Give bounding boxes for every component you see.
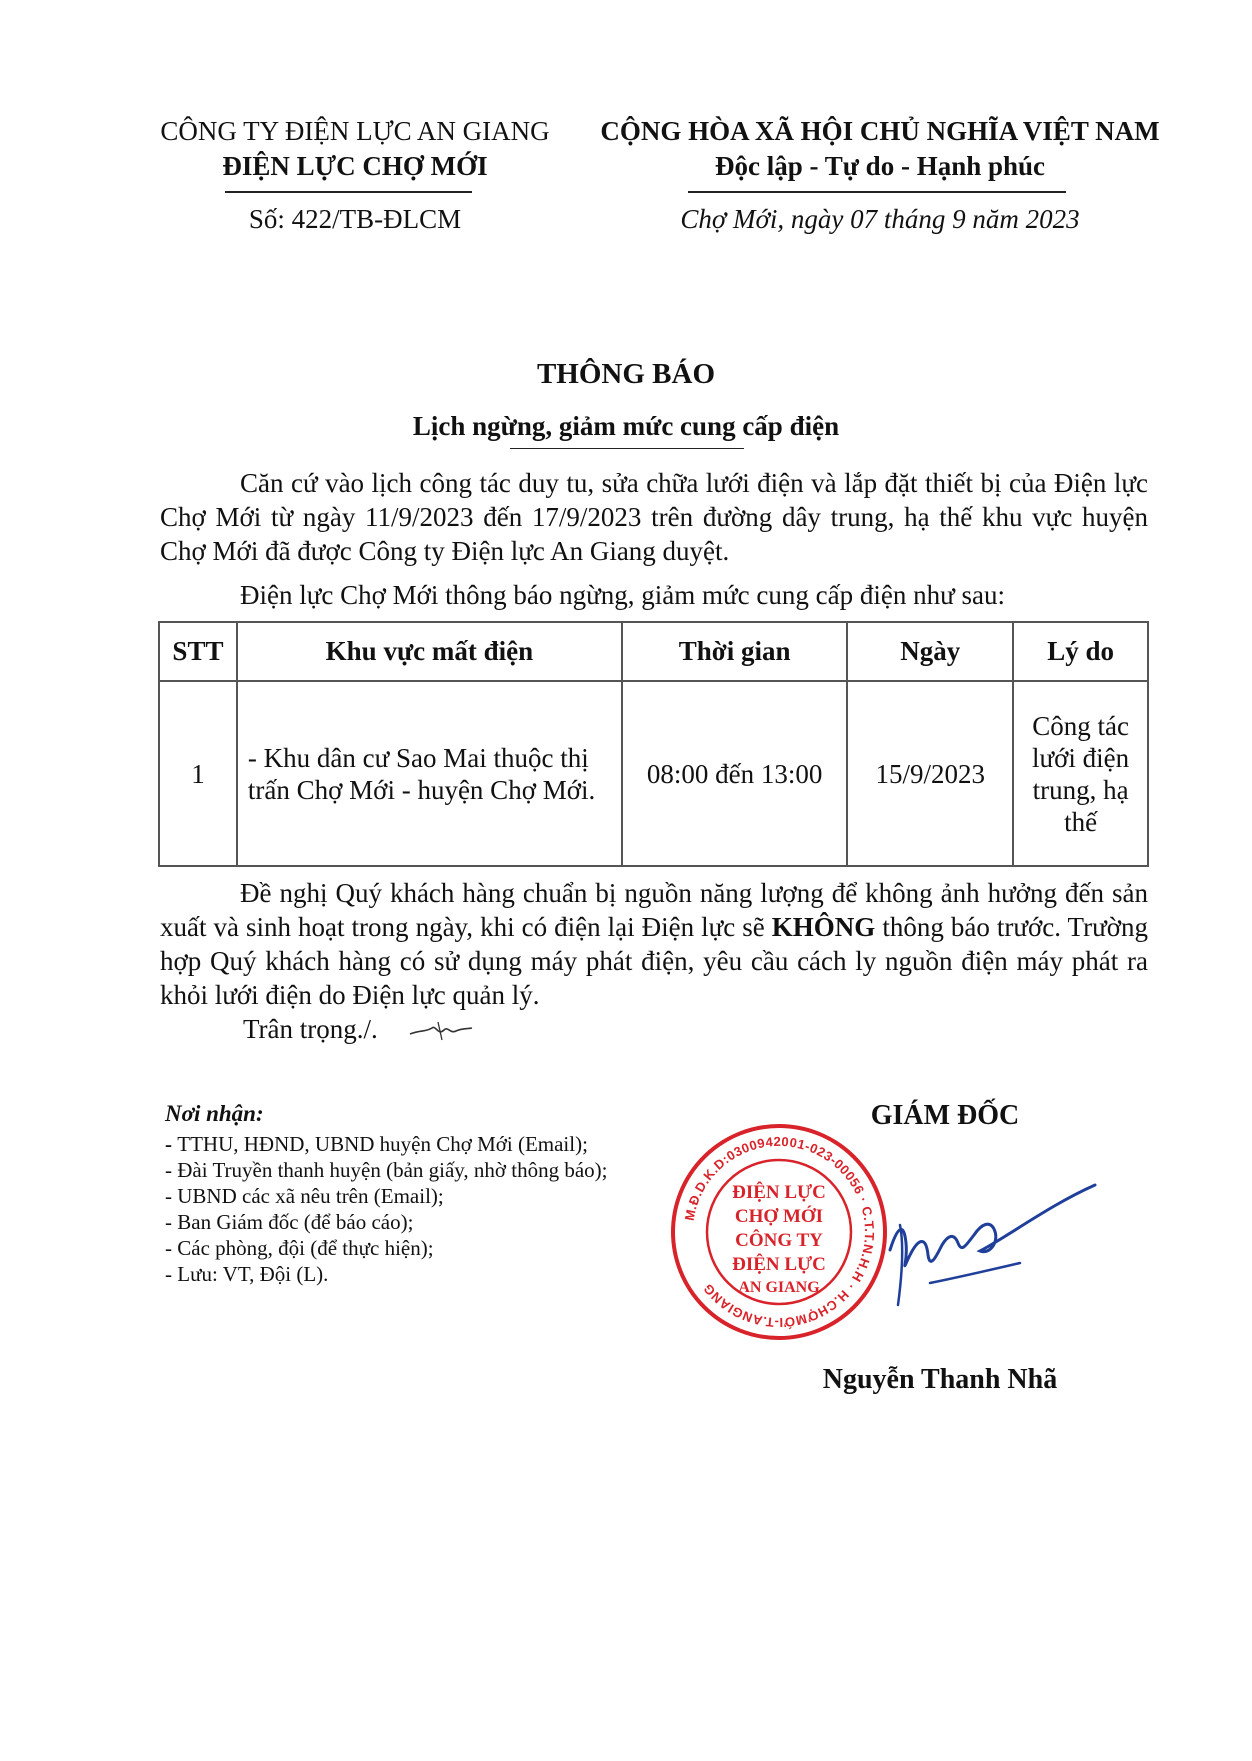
schedule-table [158, 621, 1149, 867]
director-signature [870, 1165, 1100, 1325]
recipient-item: - Ban Giám đốc (để báo cáo); [165, 1210, 414, 1234]
cell-stt: 1 [159, 681, 237, 866]
nation-title: CỘNG HÒA XÃ HỘI CHỦ NGHĨA VIỆT NAM [600, 116, 1160, 146]
intro-paragraph: Căn cứ vào lịch công tác duy tu, sửa chữa lưới điện và lắp đặt thiết bị của Điện lực Chợ Mới từ ngày 11/9/2023 đến 17/9/2023 trên đường dây trung, hạ thế khu vực huyện Chợ Mới đã được Công ty Điện lực An Giang duyệt. [160, 468, 1148, 566]
request-text-before: Đề nghị Quý khách hàng chuẩn bị nguồn năng lượng để không ảnh hưởng đến sản xuất và sinh hoạt trong ngày, khi có điện lại Điện lực sẽ [160, 878, 1148, 942]
initial-mark [408, 1016, 474, 1044]
request-text-after: thông báo trước. Trường hợp Quý khách hàng có sử dụng máy phát điện, yêu cầu cách ly nguồn điện máy phát ra khỏi lưới điện do Điện lực quản lý. [160, 912, 1148, 1010]
recipient-item: - Các phòng, đội (để thực hiện); [165, 1236, 434, 1260]
svg-text:ĐIỆN LỰC: ĐIỆN LỰC [732, 1182, 826, 1203]
column-header-area: Khu vực mất điện [237, 622, 622, 681]
column-header-reason: Lý do [1013, 622, 1148, 681]
column-header-stt: STT [159, 622, 237, 681]
motto-underline [688, 191, 1066, 193]
column-header-time: Thời gian [622, 622, 847, 681]
cell-date: 15/9/2023 [847, 681, 1013, 866]
request-emphasis: KHÔNG [771, 912, 876, 942]
org-underline [225, 191, 472, 193]
recipient-item: - TTHU, HĐND, UBND huyện Chợ Mới (Email); [165, 1132, 588, 1156]
place-date: Chợ Mới, ngày 07 tháng 9 năm 2023 [680, 204, 1080, 234]
company-seal-stamp [668, 1121, 890, 1343]
table-row [159, 681, 1148, 866]
request-paragraph [160, 876, 1148, 1012]
svg-text:M.Đ.D.K.D:0300942001-023-00056: M.Đ.D.K.D:0300942001-023-00056 · C.T.T.N.H.H · H.CHỢMỚI-T.ANGIANG [681, 1133, 878, 1331]
column-header-date: Ngày [847, 622, 1013, 681]
cell-reason: Công tác lưới điện trung, hạ thế [1013, 681, 1148, 866]
subtitle-underline [510, 448, 744, 449]
recipients-title: Nơi nhận: [165, 1101, 264, 1126]
recipient-item: - Đài Truyền thanh huyện (bản giấy, nhờ thông báo); [165, 1158, 608, 1182]
notice-title: THÔNG BÁO [536, 358, 716, 390]
org-parent: CÔNG TY ĐIỆN LỰC AN GIANG [160, 116, 550, 146]
motto: Độc lập - Tự do - Hạnh phúc [714, 151, 1046, 181]
svg-text:CÔNG TY: CÔNG TY [735, 1230, 823, 1251]
table-header-row [159, 622, 1148, 681]
svg-text:AN GIANG: AN GIANG [738, 1279, 820, 1296]
recipient-item: - Lưu: VT, Đội (L). [165, 1262, 329, 1286]
recipient-item: - UBND các xã nêu trên (Email); [165, 1184, 444, 1208]
closing: Trân trọng./. [243, 1014, 378, 1044]
cell-area: - Khu dân cư Sao Mai thuộc thị trấn Chợ Mới - huyện Chợ Mới. [237, 681, 622, 866]
svg-text:ĐIỆN LỰC: ĐIỆN LỰC [732, 1254, 826, 1275]
notice-subtitle: Lịch ngừng, giảm mức cung cấp điện [412, 411, 840, 441]
signer-name: Nguyễn Thanh Nhã [822, 1364, 1058, 1395]
cell-time: 08:00 đến 13:00 [622, 681, 847, 866]
signer-role: GIÁM ĐỐC [870, 1100, 1020, 1131]
announce-paragraph: Điện lực Chợ Mới thông báo ngừng, giảm mức cung cấp điện như sau: [240, 580, 1005, 610]
svg-text:CHỢ MỚI: CHỢ MỚI [734, 1206, 824, 1227]
org-unit: ĐIỆN LỰC CHỢ MỚI [222, 151, 488, 181]
doc-number: Số: 422/TB-ĐLCM [248, 204, 462, 234]
